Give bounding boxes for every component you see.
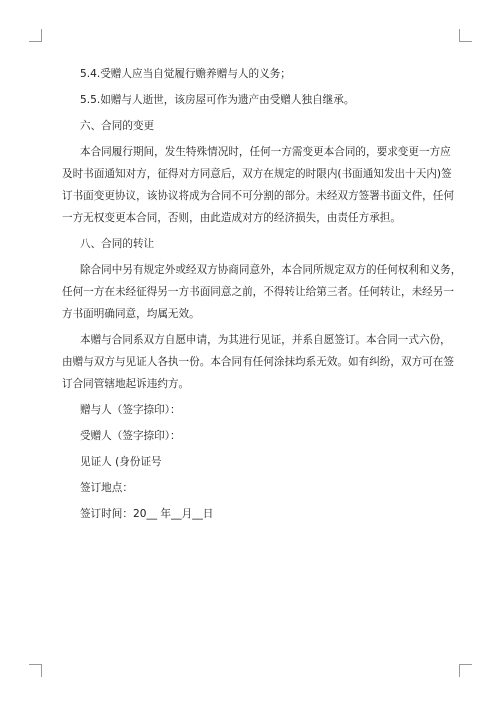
text-line: 签订时间：20__ 年__月__日	[80, 508, 214, 520]
text-line: 本合同履行期间，发生特殊情况时，任何一方需变更本合同的，要求变更一方应	[80, 146, 451, 158]
text-line: 及时书面通知对方，征得对方同意后，双方在规定的时限内(书面通知发出十天内)签	[62, 168, 452, 180]
text-line: 5.5.如赠与人逝世，该房屋可作为遗产由受赠人独自继承。	[80, 94, 355, 106]
text-line: 订书面变更协议，该协议将成为合同不可分割的部分。未经双方签署书面文件，任何	[62, 190, 454, 202]
text-line: 本赠与合同系双方自愿申请，为其进行见证，并系自愿签订。本合同一式六份，	[80, 334, 451, 346]
text-line: 任何一方在未经征得另一方书面同意之前，不得转让给第三者。任何转让，未经另一	[62, 286, 454, 298]
text-line: 六、合同的变更	[80, 120, 155, 132]
document-body	[62, 63, 462, 525]
text-line: 方书面明确同意，均属无效。	[62, 308, 200, 320]
crop-mark-top-left	[29, 29, 42, 42]
crop-mark-top-right	[459, 29, 472, 42]
text-line: 赠与人（签字捺印）：	[80, 404, 181, 416]
text-line: 5.4.受赠人应当自觉履行赡养赠与人的义务；	[80, 68, 291, 80]
text-line: 除合同中另有规定外或经双方协商同意外，本合同所规定双方的任何权利和义务，	[80, 264, 462, 276]
crop-mark-bottom-right	[459, 664, 472, 677]
text-line: 签订地点：	[80, 482, 133, 494]
text-line: 订合同管辖地起诉违约方。	[62, 378, 190, 390]
text-line: 八、合同的转让	[80, 238, 155, 250]
text-line: 一方无权变更本合同，否则，由此造成对方的经济损失，由责任方承担。	[62, 212, 401, 224]
text-line: 见证人 (身份证号	[80, 456, 162, 468]
text-line: 由赠与双方与见证人各执一份。本合同有任何涂抹均系无效。如有纠纷，双方可在签	[62, 356, 454, 368]
text-line: 受赠人（签字捺印）：	[80, 430, 181, 442]
crop-mark-bottom-left	[29, 664, 42, 677]
